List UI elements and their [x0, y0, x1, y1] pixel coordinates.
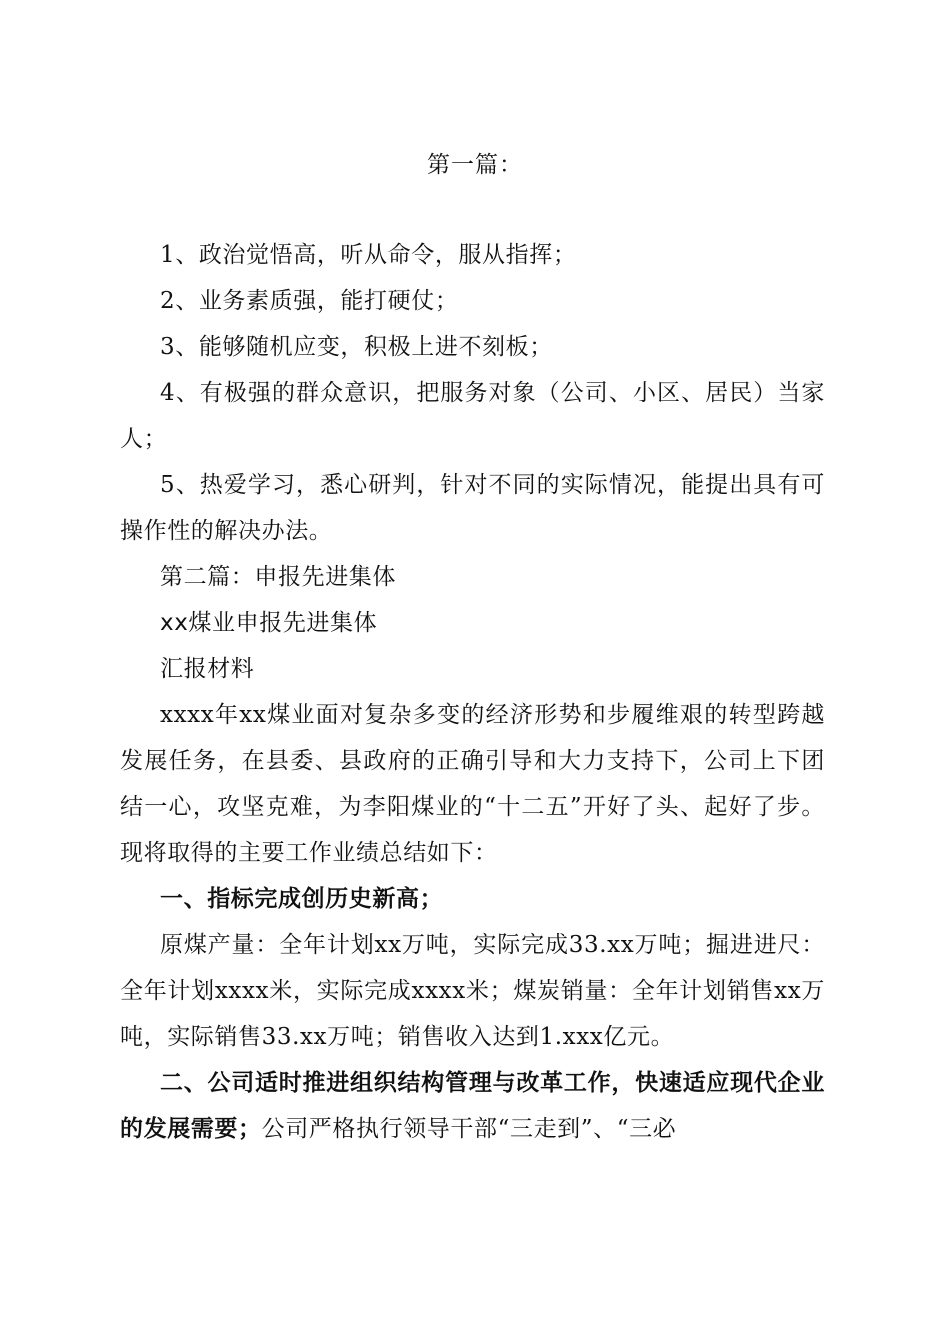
- section-heading: 第二篇：申报先进集体: [160, 564, 396, 590]
- list-item: 5、热爱学习，悉心研判，针对不同的实际情况，能提出具有可操作性的解决办法。: [120, 472, 825, 544]
- document-title: 第一篇：: [427, 152, 523, 178]
- intro-paragraph: xxxx年xx煤业面对复杂多变的经济形势和步履维艰的转型跨越发展任务，在县委、县政府的正确引导和大力支持下，公司上下团结一心，攻坚克难，为李阳煤业的“十二五”开好了头、起好了步。现将取得的主要工作业绩总结如下：: [120, 702, 825, 866]
- paragraph-reform-text: 公司严格执行领导干部“三走到”、“三必: [261, 1116, 677, 1142]
- list-item: 2、业务素质强，能打硬仗；: [160, 288, 459, 314]
- list-item: 1、政治觉悟高，听从命令，服从指挥；: [160, 242, 577, 268]
- section-label: 汇报材料: [160, 656, 255, 682]
- list-item: 3、能够随机应变，积极上进不刻板；: [160, 334, 553, 360]
- list-item: 4、有极强的群众意识，把服务对象（公司、小区、居民）当家人；: [120, 380, 825, 452]
- paragraph-reform: [120, 1060, 825, 1152]
- document-body: [120, 232, 825, 1152]
- heading-reform: 二、公司适时推进组织结构管理与改革工作，快速适应现代企业的发展需要；: [120, 1070, 825, 1142]
- paragraph-indicators: 原煤产量：全年计划xx万吨，实际完成33.xx万吨；掘进进尺：全年计划xxxx米，实际完成xxxx米；煤炭销量：全年计划销售xx万吨，实际销售33.xx万吨；销售收入达到1.xxx亿元。: [120, 932, 825, 1050]
- heading-indicators: 一、指标完成创历史新高；: [160, 886, 444, 912]
- section-subtitle: xx煤业申报先进集体: [160, 610, 378, 636]
